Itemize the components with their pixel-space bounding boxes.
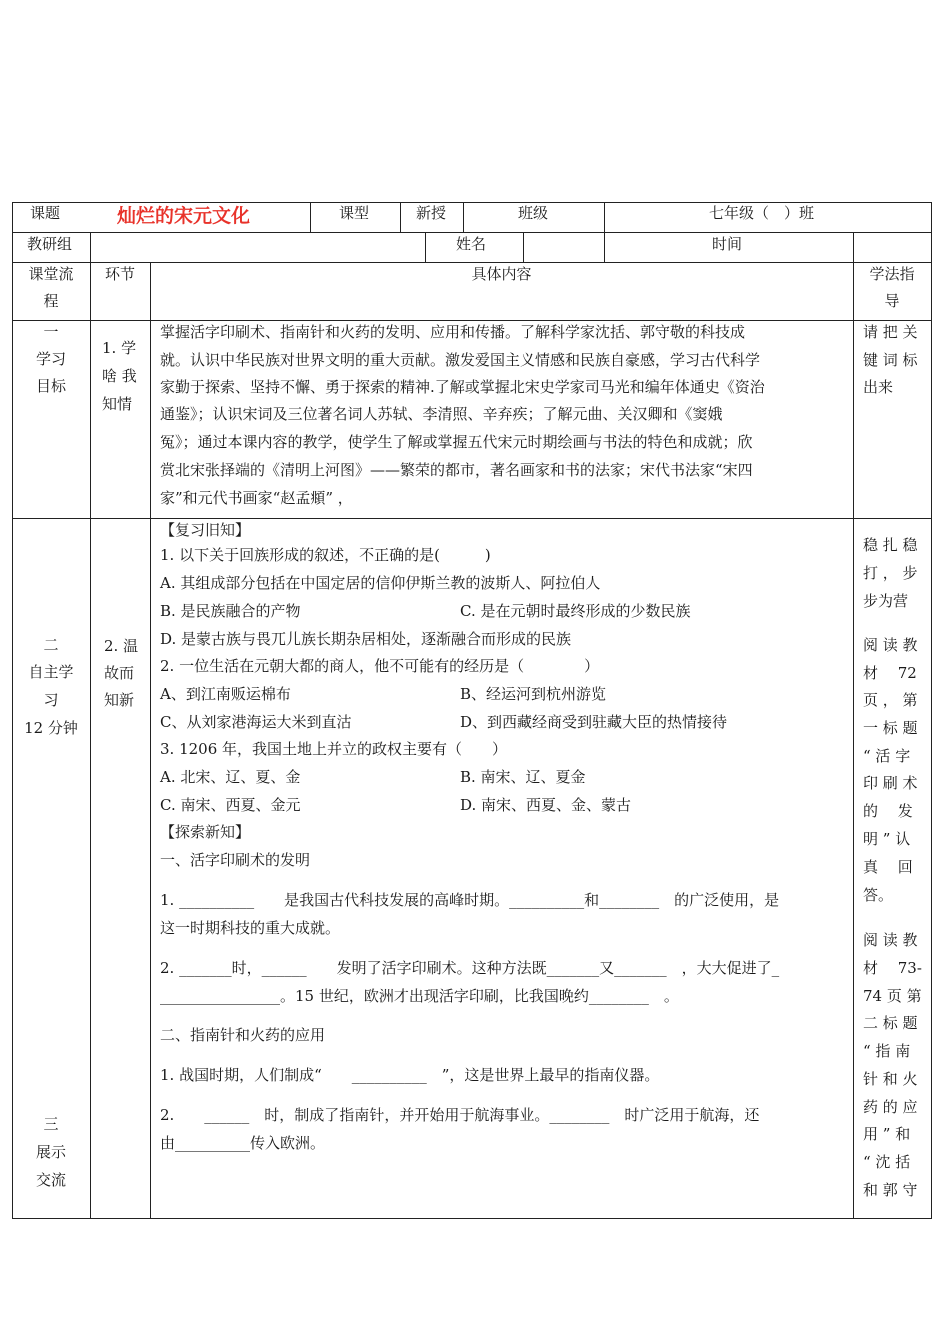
banji-label: 班级 bbox=[518, 204, 549, 222]
guide-text: 请 把 关 bbox=[863, 323, 918, 341]
guide-text: 打 ， 步 bbox=[863, 564, 918, 582]
col-line bbox=[90, 262, 91, 1219]
question-option: B. 南宋、辽、夏金 bbox=[460, 768, 586, 786]
kexing-label: 课型 bbox=[339, 204, 370, 222]
question-stem: 2. 一位生活在元朝大都的商人，他不可能有的经历是（ ） bbox=[160, 657, 600, 675]
col-header-xuefa: 导 bbox=[884, 292, 900, 310]
col-line bbox=[853, 262, 854, 1219]
col-header-neirong: 具体内容 bbox=[471, 265, 532, 283]
question-option: C、从刘家港海运大米到直沽 bbox=[160, 713, 352, 731]
step-label: 2. 温 bbox=[104, 637, 139, 655]
guide-text: 用 ” 和 bbox=[863, 1125, 911, 1143]
step-label: 故而 bbox=[104, 664, 135, 682]
flow-label: 习 bbox=[43, 691, 59, 709]
flow-label: 二 bbox=[43, 636, 59, 654]
flow-label: 展示 bbox=[35, 1143, 66, 1161]
col-header-xuefa: 学法指 bbox=[869, 265, 915, 283]
flow-label: 12 分钟 bbox=[24, 719, 78, 737]
guide-text: 一 标 题 bbox=[863, 719, 918, 737]
step-label: 知情 bbox=[102, 395, 133, 413]
guide-text: “ 指 南 bbox=[863, 1042, 911, 1060]
col-line bbox=[400, 202, 401, 232]
flow-label: 目标 bbox=[35, 377, 66, 395]
fill-blank-line: 1. 战国时期，人们制成“ __________ ”，这是世界上最早的指南仪器。 bbox=[160, 1066, 660, 1084]
kexing-value: 新授 bbox=[416, 204, 447, 222]
flow-label: 一 bbox=[43, 323, 59, 341]
fill-blank-line: 2. ______ 时，制成了指南针，并开始用于航海事业。________ 时广泛用于航海，还 bbox=[160, 1106, 760, 1124]
question-option: B. 是民族融合的产物 bbox=[160, 602, 301, 620]
guide-text: 的 发 bbox=[863, 802, 913, 820]
fill-blank-line: 1. __________ 是我国古代科技发展的高峰时期。__________和________ 的广泛使用，是 bbox=[160, 891, 780, 909]
guide-text: “ 沈 括 bbox=[863, 1153, 911, 1171]
fill-blank-line: 由__________传入欧洲。 bbox=[160, 1134, 326, 1152]
objective-line: 通鉴》；认识宋词及三位著名词人苏轼、李清照、辛弃疾；了解元曲、关汉卿和《窦娥 bbox=[160, 405, 723, 423]
fill-blank-line: 2. _______时，______ 发明了活字印刷术。这种方法既_______又_______ ，大大促进了_ bbox=[160, 959, 780, 977]
objective-line: 就。认识中华民族对世界文明的重大贡献。激发爱国主义情感和民族自豪感，学习古代科学 bbox=[160, 351, 761, 369]
guide-text: 二 标 题 bbox=[863, 1014, 918, 1032]
review-heading: 【复习旧知】 bbox=[160, 521, 251, 539]
step-label: 1. 学 bbox=[102, 339, 137, 357]
guide-text: 74 页 第 bbox=[863, 987, 922, 1005]
guide-text: 页 ， 第 bbox=[863, 691, 918, 709]
explore-heading: 【探索新知】 bbox=[160, 823, 251, 841]
question-option: D. 是蒙古族与畏兀儿族长期杂居相处，逐渐融合而形成的民族 bbox=[160, 630, 572, 648]
col-line bbox=[853, 232, 854, 262]
flow-label: 学习 bbox=[35, 350, 66, 368]
question-option: B、经运河到杭州游览 bbox=[460, 685, 607, 703]
guide-text: 和 郭 守 bbox=[863, 1181, 918, 1199]
fill-blank-line: ________________。15 世纪，欧洲才出现活字印刷，比我国晚约________ 。 bbox=[160, 987, 679, 1005]
guide-text: 阅 读 教 bbox=[863, 931, 918, 949]
question-option: D、到西藏经商受到驻藏大臣的热情接待 bbox=[460, 713, 728, 731]
objective-line: 掌握活字印刷术、指南针和火药的发明、应用和传播。了解科学家沈括、郭守敬的科技成 bbox=[160, 323, 746, 341]
guide-text: 材 73- bbox=[863, 959, 922, 977]
guide-text: 答。 bbox=[863, 886, 894, 904]
question-option: C. 是在元朝时最终形成的少数民族 bbox=[460, 602, 691, 620]
question-option: A、到江南贩运棉布 bbox=[160, 685, 291, 703]
guide-text: 材 72 bbox=[863, 664, 917, 682]
row-divider-1 bbox=[12, 232, 932, 233]
col-line bbox=[463, 202, 464, 232]
guide-text: 出来 bbox=[863, 378, 894, 396]
col-line bbox=[523, 232, 524, 262]
guide-text: 稳 扎 稳 bbox=[863, 536, 918, 554]
question-option: C. 南宋、西夏、金元 bbox=[160, 796, 301, 814]
objective-line: 赏北宋张择端的《清明上河图》——繁荣的都市，著名画家和书的法家；宋代书法家“宋四 bbox=[160, 461, 753, 479]
col-line bbox=[425, 232, 426, 262]
step-label: 知新 bbox=[104, 691, 135, 709]
flow-label: 交流 bbox=[35, 1171, 66, 1189]
col-header-huanjie: 环节 bbox=[104, 265, 135, 283]
guide-text: 键 词 标 bbox=[863, 351, 918, 369]
question-option: A. 北宋、辽、夏、金 bbox=[160, 768, 301, 786]
objective-line: 家勤于探索、坚持不懈、勇于探索的精神.了解或掌握北宋史学家司马光和编年体通史《资治 bbox=[160, 378, 765, 396]
col-header-liucheng: 程 bbox=[43, 292, 59, 310]
section-heading: 二、指南针和火药的应用 bbox=[160, 1026, 326, 1044]
guide-text: 阅 读 教 bbox=[863, 636, 918, 654]
flow-label: 自主学 bbox=[28, 663, 74, 681]
banji-value: 七年级（ ）班 bbox=[709, 204, 815, 222]
col-line bbox=[150, 262, 151, 1219]
xingming-label: 姓名 bbox=[456, 235, 487, 253]
question-option: D. 南宋、西夏、金、蒙古 bbox=[460, 796, 632, 814]
lesson-title: 灿烂的宋元文化 bbox=[117, 205, 251, 227]
col-line bbox=[604, 202, 605, 232]
col-header-liucheng: 课堂流 bbox=[28, 265, 74, 283]
guide-text: 针 和 火 bbox=[863, 1070, 918, 1088]
question-stem: 1. 以下关于回族形成的叙述，不正确的是( ) bbox=[160, 546, 491, 564]
guide-text: 真 回 bbox=[863, 858, 913, 876]
jiaoyanzu-label: 教研组 bbox=[27, 235, 73, 253]
objective-line: 冤》；通过本课内容的教学，使学生了解或掌握五代宋元时期绘画与书法的特色和成就；欣 bbox=[160, 433, 753, 451]
question-stem: 3. 1206 年，我国土地上并立的政权主要有（ ） bbox=[160, 740, 508, 758]
guide-text: “ 活 字 bbox=[863, 747, 911, 765]
guide-text: 印 刷 术 bbox=[863, 774, 918, 792]
shijian-label: 时间 bbox=[712, 235, 743, 253]
table-border-right bbox=[931, 202, 932, 1219]
flow-label: 三 bbox=[43, 1115, 59, 1133]
guide-text: 步为营 bbox=[863, 592, 909, 610]
question-option: A. 其组成部分包括在中国定居的信仰伊斯兰教的波斯人、阿拉伯人 bbox=[160, 574, 601, 592]
section-heading: 一、活字印刷术的发明 bbox=[160, 851, 311, 869]
col-line bbox=[604, 232, 605, 262]
step-label: 啥 我 bbox=[102, 367, 137, 385]
keti-label: 课题 bbox=[30, 204, 61, 222]
col-line bbox=[310, 202, 311, 232]
guide-text: 药 的 应 bbox=[863, 1098, 918, 1116]
guide-text: 明 ” 认 bbox=[863, 830, 911, 848]
col-line bbox=[90, 232, 91, 262]
objective-line: 家”和元代书画家“赵孟頫” ， bbox=[160, 489, 353, 507]
fill-blank-line: 这一时期科技的重大成就。 bbox=[160, 919, 341, 937]
